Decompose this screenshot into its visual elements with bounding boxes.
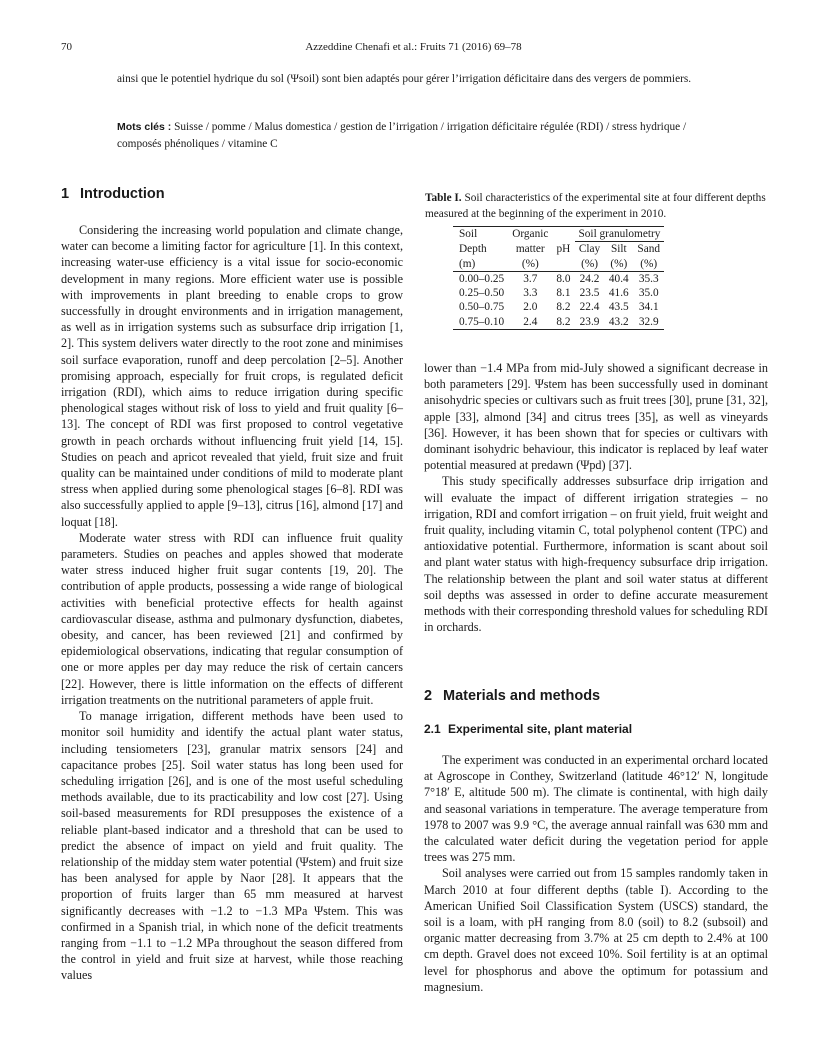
left-column-body — [61, 222, 403, 984]
table-cell: 2.0 — [523, 301, 538, 314]
right-column-body-upper — [424, 360, 768, 635]
header-cell: pH — [556, 243, 571, 256]
paragraph: Considering the increasing world population and climate change, water can become a limiting factor for agriculture [1]. In this context, increasing water-use efficiency is a vital issue for socio-economic development in many regions. More efficient water use is possible with improvements in plant breeding to enable crops to grow successfully in drought environments and in irrigation management, as well as in irrigation systems such as subsurface drip irrigation [1, 2]. This system delivers water directly to the root zone and minimises soil surface evaporation, runoff and deep percolation [2–5]. Another promising approach, especially for fruit crops, is regulated deficit irrigation (RDI), which aims to reduce irrigation during specific phenological stages without risk of loss to yield and fruit quality [6–13]. The concept of RDI was first proposed to control vegetative growth in peach orchards without influencing fruit yield [14, 15]. Studies on peach and apricot revealed that yield, fruit size and fruit quality can be maintained under conditions of mild to moderate plant stress when applied during some phenological stages [6–8]. RDI was also successfully applied to apple [9–13], citrus [16], almond [17] and loquat [18]. — [61, 223, 403, 529]
table-cell: 0.00–0.25 — [459, 272, 505, 285]
table-cell: 35.3 — [638, 272, 659, 285]
table-header-row — [453, 227, 664, 242]
header-cell: Soil — [453, 227, 508, 242]
header-cell: Clay — [578, 243, 601, 256]
table-cell: 23.9 — [575, 315, 605, 330]
section-heading-introduction — [61, 186, 165, 202]
header-cell: Silt — [610, 243, 627, 256]
table-row — [453, 300, 664, 314]
table-cell: 2.4 — [508, 315, 552, 330]
table-header-row — [453, 242, 664, 257]
keywords-text: Suisse / pomme / Malus domestica / gestion de l’irrigation / irrigation déficitaire régulée (RDI) / stress hydrique / composés phénoliques / vitamine C — [117, 121, 687, 150]
table-cell: 3.7 — [523, 272, 538, 285]
table-cell: 34.1 — [638, 301, 659, 314]
table-cell: 41.6 — [608, 287, 629, 300]
header-cell-granulometry: Soil granulometry — [575, 227, 665, 242]
abstract-french-tail: ainsi que le potentiel hydrique du sol (Ψsoil) sont bien adaptés pour gérer l’irrigation déficitaire dans des vergers de pommiers. — [117, 73, 692, 85]
paragraph: The experiment was conducted in an experimental orchard located at Agroscope in Conthey, Switzerland (latitude 46°12′ N, longitude 7°18′ E, altitude 500 m). The climate is continental, with high daily and seasonal variations in temperature. The average temperature from 1978 to 2007 was 9.9 °C, the average annual rainfall was 630 mm and the calculated water deficit during the vegetation period for apple trees was 275 mm. — [424, 753, 768, 865]
table-cell: 8.1 — [556, 287, 571, 300]
table-cell: 40.4 — [608, 272, 629, 285]
table-row — [453, 271, 664, 286]
subsection-heading-experimental-site — [424, 722, 632, 736]
keywords-french — [117, 119, 711, 153]
header-cell — [552, 257, 574, 272]
header-cell — [552, 227, 574, 242]
header-cell: (%) — [633, 257, 664, 272]
header-cell: Sand — [637, 243, 661, 256]
soil-characteristics-table — [453, 226, 664, 330]
page-number: 70 — [61, 41, 72, 53]
table-label: Table I. — [425, 192, 462, 204]
section-title: Materials and methods — [443, 688, 601, 704]
section-number: 1 — [61, 186, 70, 202]
section-heading-materials-methods — [424, 688, 600, 704]
table-cell: 8.2 — [556, 301, 571, 314]
table-cell: 22.4 — [579, 301, 600, 314]
paragraph: This study specifically addresses subsurface drip irrigation and will evaluate the impact of different irrigation strategies – no irrigation, RDI and comfort irrigation – on fruit yield, fruit weight and fruit quality, including vitamin C, total polyphenol content (TPC) and antioxidative potential. Furthermore, information is scant about soil and plant water status with high-frequency subsurface drip irrigation. The relationship between the plant and soil water status at different soil depths was assessed in order to define accurate measurement methods with their corresponding threshold values for scheduling RDI in orchards. — [424, 474, 768, 635]
header-cell: (%) — [508, 257, 552, 272]
table-cell: 3.3 — [523, 287, 538, 300]
table-cell: 8.0 — [556, 272, 571, 285]
header-cell: (%) — [575, 257, 605, 272]
section-number: 2 — [424, 688, 433, 704]
table-caption — [425, 190, 769, 222]
paragraph: To manage irrigation, different methods have been used to monitor soil humidity and identify the actual plant water status, including tensiometers [23], granular matrix sensors [24] and capacitance probes [25]. Soil water status has long been used for scheduling irrigation [26], and is one of the most useful scheduling methods available, due to its practicability and low cost [27]. Using soil-based measurements for RDI presupposes the existence of a reliable plant-based indicator and a threshold that can be used to predict the absence of impact on yield and fruit quality. The relationship of the midday stem water potential (Ψstem) and fruit size has been analysed for apple by Naor [28]. It appears that the proportion of fruits larger than 65 mm measured at harvest significantly decreases with −1.2 to −1.3 MPa Ψstem. This was confirmed in a Spanish trial, in which none of the deficit treatments ranging from −1.1 to −1.2 MPa throughout the season differed from the control in yield and fruit size at harvest, while those reaching values — [61, 709, 403, 983]
subsection-title: Experimental site, plant material — [448, 722, 633, 736]
table-caption-text: Soil characteristics of the experimental site at four different depths measured at the beginning of the experiment in 2010. — [425, 192, 766, 220]
paragraph: Soil analyses were carried out from 15 samples randomly taken in March 2010 at four different depths (table I). According to the American Unified Soil Classification System (USCS) standard, the soil is a loam, with pH ranging from 8.0 (soil) to 8.2 (subsoil) and organic matter decreasing from 3.7% at 25 cm depth to 2.4% at 100 cm depth. Gravel does not exceed 10%. Soil fertility is at an optimal level for phosphorus and above the optimum for potassium and magnesium. — [424, 866, 768, 994]
header-cell: Depth — [459, 243, 487, 256]
header-cell: (m) — [453, 257, 508, 272]
paragraph: Moderate water stress with RDI can influence fruit quality parameters. Studies on peaches and apples showed that moderate water stress induced higher fruit sugar contents [19, 20]. The contribution of apple products, possessing a wide range of biological activities with beneficial protective effects for health against cardiovascular disease, asthma and pulmonary dysfunction, diabetes, obesity, and cancer, has been reviewed [21] and confirmed by epidemiological observations, indicating that regular consumption of one or more apples per day may reduce the risk of certain cancers [22]. However, there is little information on the effects of different irrigation treatments on the nutritional parameters of apple fruit. — [61, 530, 403, 707]
table-cell: 0.25–0.50 — [459, 287, 505, 300]
table-row — [453, 286, 664, 300]
table-row — [453, 315, 664, 330]
subsection-number: 2.1 — [424, 722, 441, 736]
table-cell: 0.50–0.75 — [459, 301, 505, 314]
section-title: Introduction — [80, 186, 165, 202]
table-cell: 43.5 — [608, 301, 629, 314]
header-cell: Organic — [508, 227, 552, 242]
table-cell: 43.2 — [605, 315, 633, 330]
table-cell: 35.0 — [638, 287, 659, 300]
table-header-row — [453, 257, 664, 272]
keywords-label: Mots clés : — [117, 121, 172, 133]
table-cell: 8.2 — [552, 315, 574, 330]
header-cell: (%) — [605, 257, 633, 272]
right-column-body-lower — [424, 752, 768, 995]
paragraph: lower than −1.4 MPa from mid-July showed a significant decrease in both parameters [29]. Ψstem has been successfully used in dominant anisohydric species or cultivars such as fruit trees [30], prune [31, 32], apple [33], almond [34] and citrus trees [35], as well as vineyards [36]. However, it has been shown that for species or cultivars with dominant isohydric behaviour, this indicator is replaced by leaf water potential measured at predawn (Ψpd) [37]. — [424, 361, 768, 473]
table-cell: 24.2 — [579, 272, 600, 285]
table-cell: 32.9 — [633, 315, 664, 330]
table-cell: 23.5 — [579, 287, 600, 300]
table-cell: 0.75–0.10 — [453, 315, 508, 330]
header-cell: matter — [515, 243, 545, 256]
journal-reference: Azzeddine Chenafi et al.: Fruits 71 (2016) 69–78 — [305, 41, 522, 53]
